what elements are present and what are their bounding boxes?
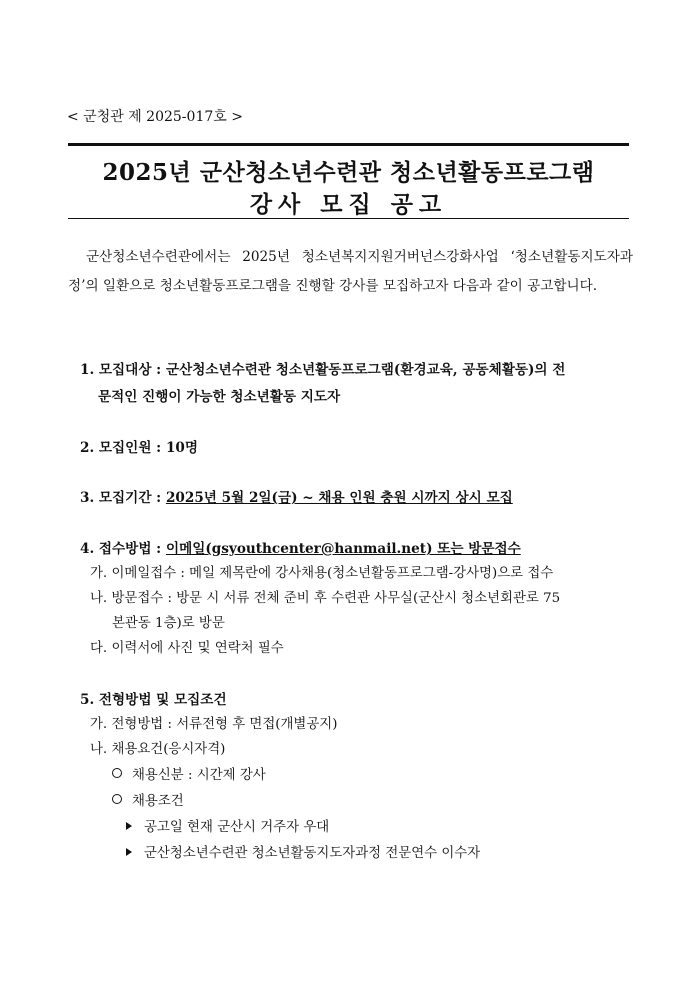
- section-5-circle-1: [112, 764, 266, 783]
- section-1-label: 1. 모집대상 :: [80, 362, 166, 378]
- section-3: [80, 486, 513, 506]
- section-4-item-na-2: 본관동 1층)로 방문: [112, 616, 225, 631]
- section-5-circle-1-text: 채용신분 : 시간제 강사: [132, 768, 266, 783]
- section-4-text: 이메일(gsyouthcenter@hanmail.net) 또는 방문접수: [165, 541, 521, 557]
- title-line-1: 2025년 군산청소년수련관 청소년활동프로그램: [102, 159, 595, 186]
- section-3-label: 3. 모집기간 :: [80, 490, 166, 506]
- section-4-item-na-1: 나. 방문접수 : 방문 시 서류 전체 준비 후 수련관 사무실(군산시 청소년회관로 75: [90, 591, 561, 606]
- section-4: [80, 537, 521, 557]
- section-1-line-1: [80, 358, 565, 378]
- section-5: 5. 전형방법 및 모집조건: [80, 692, 227, 708]
- section-1-line-2: 문적인 진행이 가능한 청소년활동 지도자: [98, 389, 341, 405]
- circle-bullet-icon: [112, 794, 122, 804]
- section-5-item-na: 나. 채용요건(응시자격): [90, 742, 226, 757]
- section-4-item-ga: 가. 이메일접수 : 메일 제목란에 강사채용(청소년활동프로그램-강사명)으로 접수: [90, 566, 554, 581]
- intro-paragraph: 군산청소년수련관에서는 2025년 청소년복지지원거버넌스강화사업 ‘청소년활동지도자과정’의 일환으로 청소년활동프로그램을 진행할 강사를 모집하고자 다음과 같이 공고합니다.: [68, 249, 633, 294]
- section-5-circle-2: [112, 790, 184, 809]
- triangle-bullet-icon: [126, 848, 132, 856]
- section-5-circle-2-text: 채용조건: [132, 794, 184, 809]
- circle-bullet-icon: [112, 768, 122, 778]
- title-line-2: 강사 모집 공고: [249, 191, 448, 218]
- document-number: < 군청관 제 2025-017호 >: [67, 109, 243, 125]
- section-4-label: 4. 접수방법 :: [80, 541, 166, 557]
- section-2: [80, 436, 198, 456]
- section-5-item-ga: 가. 전형방법 : 서류전형 후 면접(개별공지): [90, 717, 338, 732]
- section-5-bullet-1: [126, 816, 329, 835]
- section-2-label: 2. 모집인원 :: [80, 440, 166, 456]
- title-top-rule: [68, 143, 629, 146]
- section-3-text: 2025년 5월 2일(금) ~ 채용 인원 충원 시까지 상시 모집: [165, 490, 513, 506]
- section-1-text: 군산청소년수련관 청소년활동프로그램(환경교육, 공동체활동)의 전: [165, 362, 566, 378]
- section-5-bullet-1-text: 공고일 현재 군산시 거주자 우대: [144, 820, 330, 835]
- section-2-text: 10명: [165, 440, 198, 456]
- section-5-bullet-2-text: 군산청소년수련관 청소년활동지도자과정 전문연수 이수자: [144, 846, 481, 861]
- section-5-bullet-2: [126, 842, 480, 861]
- section-4-item-da: 다. 이력서에 사진 및 연락처 필수: [90, 641, 284, 656]
- title-bottom-rule: [68, 218, 629, 219]
- triangle-bullet-icon: [126, 822, 132, 830]
